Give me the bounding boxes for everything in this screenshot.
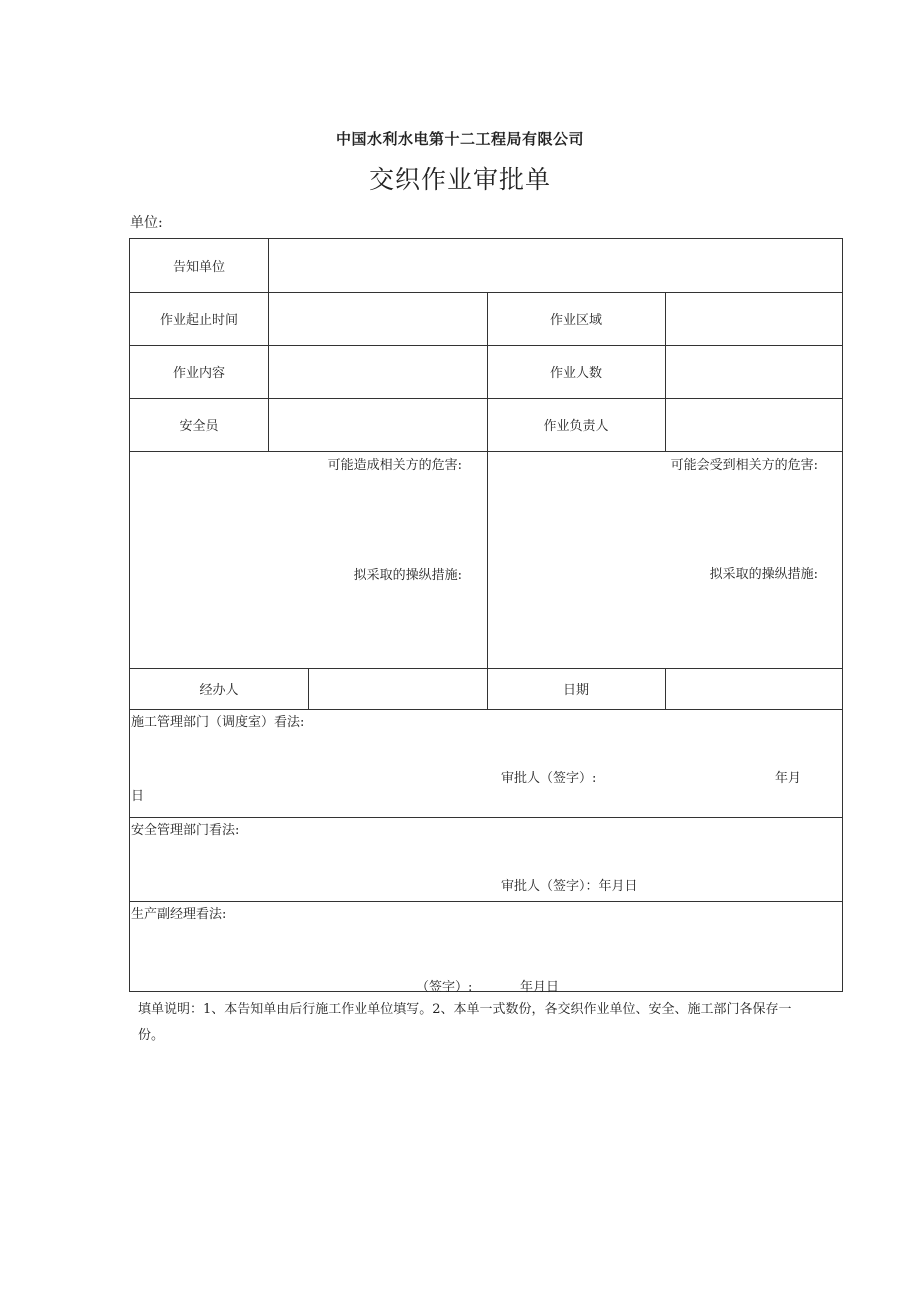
work-people-label: 作业人数 bbox=[549, 366, 602, 381]
deputy-manager-review-title: 生产副经理看法: bbox=[131, 907, 227, 922]
fill-instructions bbox=[138, 997, 838, 1049]
construction-review-signer: 审批人（签字）: bbox=[501, 771, 597, 786]
work-area-label: 作业区域 bbox=[549, 313, 602, 328]
handler-label: 经办人 bbox=[199, 683, 239, 698]
approval-form-table bbox=[129, 238, 843, 995]
work-area-field[interactable] bbox=[666, 292, 842, 345]
hazard-left-area[interactable] bbox=[130, 452, 487, 668]
work-content-label: 作业内容 bbox=[172, 366, 225, 381]
work-time-label: 作业起止时间 bbox=[159, 313, 238, 328]
fill-instructions-line-2: 份。 bbox=[138, 1028, 165, 1043]
row-divider bbox=[130, 817, 842, 818]
deputy-manager-date: 年月日 bbox=[520, 980, 560, 995]
work-leader-label: 作业负责人 bbox=[543, 419, 609, 434]
construction-review-field[interactable] bbox=[130, 729, 842, 769]
form-title: 交织作业审批单 bbox=[368, 165, 551, 194]
safety-review-signer: 审批人（签字）：年月日 bbox=[501, 879, 638, 894]
safety-review-title: 安全管理部门看法: bbox=[131, 823, 240, 838]
row-divider bbox=[130, 901, 842, 902]
date-field[interactable] bbox=[666, 668, 842, 709]
work-content-field[interactable] bbox=[269, 345, 487, 398]
safety-officer-label: 安全员 bbox=[179, 419, 219, 434]
fill-instructions-line-1: 填单说明：1、本告知单由后行施工作业单位填写。2、本单一式数份，各交织作业单位、安全、施工部门各保存一 bbox=[138, 1002, 792, 1017]
measures-right-label: 拟采取的操纵措施: bbox=[709, 567, 818, 582]
work-leader-field[interactable] bbox=[666, 398, 842, 451]
unit-label: 单位: bbox=[130, 215, 163, 231]
measures-left-label: 拟采取的操纵措施: bbox=[353, 568, 462, 583]
handler-field[interactable] bbox=[309, 668, 487, 709]
row-divider bbox=[130, 709, 842, 710]
hazard-from-others-label: 可能会受到相关方的危害: bbox=[670, 458, 818, 473]
date-label: 日期 bbox=[562, 683, 589, 698]
construction-review-day: 日 bbox=[131, 789, 145, 804]
deputy-manager-signer: （签字）: bbox=[416, 980, 473, 995]
hazard-right-area[interactable] bbox=[488, 452, 842, 668]
safety-review-field[interactable] bbox=[130, 837, 842, 869]
deputy-manager-review-field[interactable] bbox=[130, 921, 842, 973]
construction-review-year-month: 年月 bbox=[775, 771, 802, 786]
notify-unit-field[interactable] bbox=[269, 239, 842, 292]
work-people-field[interactable] bbox=[666, 345, 842, 398]
work-time-field[interactable] bbox=[269, 292, 487, 345]
hazard-to-others-label: 可能造成相关方的危害: bbox=[327, 458, 462, 473]
company-name: 中国水利水电第十二工程局有限公司 bbox=[335, 130, 584, 148]
construction-review-title: 施工管理部门（调度室）看法: bbox=[131, 715, 305, 730]
safety-officer-field[interactable] bbox=[269, 398, 487, 451]
notify-unit-label: 告知单位 bbox=[172, 260, 225, 275]
